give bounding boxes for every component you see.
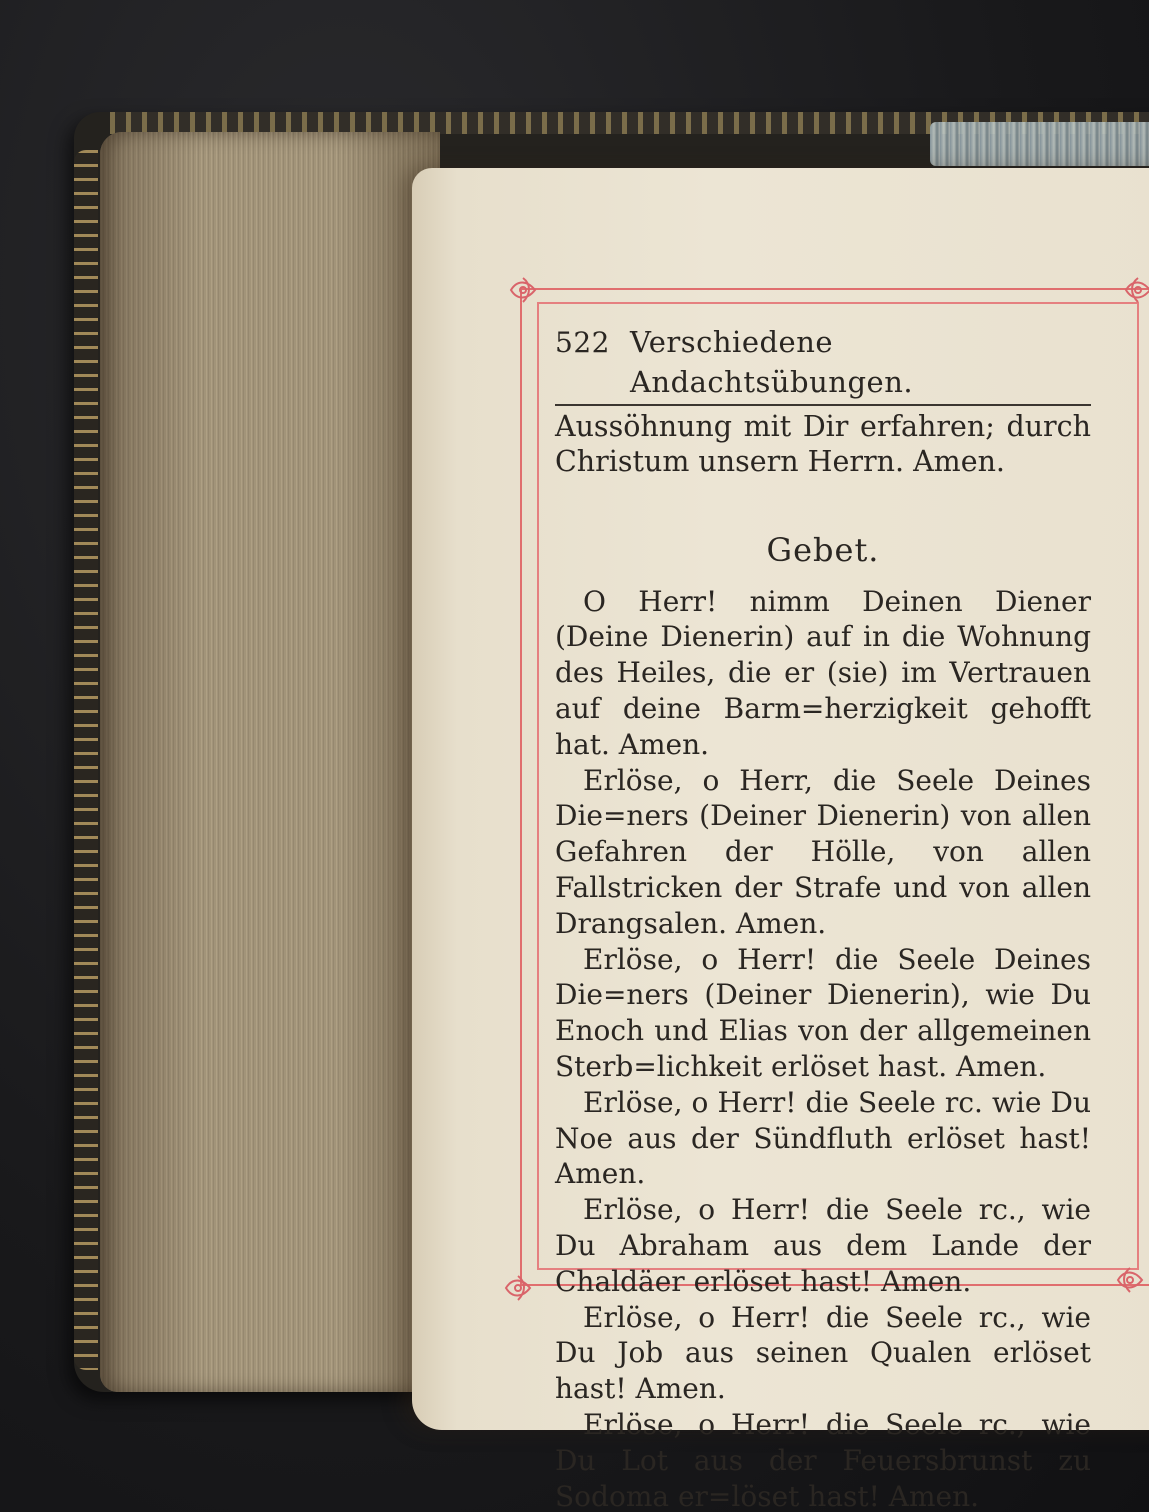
running-head-title: Verschiedene Andachtsübungen. [629, 325, 914, 399]
headband [930, 122, 1149, 166]
prayer-paragraph: Erlöse, o Herr! die Seele rc. wie Du Noe aus der Sündfluth erlöset hast! Amen. [555, 1085, 1091, 1191]
prayer-paragraph: Erlöse, o Herr! die Seele rc., wie Du Abraham aus dem Lande der Chaldäer erlöset hast! Amen. [555, 1193, 1091, 1298]
corner-ornament-icon [1120, 272, 1149, 308]
cover-spine-edge [74, 150, 98, 1370]
page-text [555, 322, 1091, 1512]
page-block-shade [100, 132, 440, 1392]
prayer-paragraph: Erlöse, o Herr! die Seele rc., wie Du Lot aus der Feuersbrunst zu Sodoma er=löset hast! Amen. [555, 1407, 1091, 1512]
prayer-paragraph: Erlöse, o Herr! die Seele Deines Die=ners (Deiner Dienerin), wie Du Enoch und Elias von der allgemeinen Sterb=lichkeit erlöset hast. Amen. [555, 942, 1091, 1083]
section-heading: Gebet. [766, 530, 880, 569]
corner-ornament-icon [1112, 1262, 1148, 1298]
continuation-text: Aussöhnung mit Dir erfahren; durch Christum unsern Herrn. Amen. [555, 410, 1091, 478]
page-number: 522 [555, 326, 610, 359]
corner-ornament-icon [500, 1270, 536, 1306]
running-head [555, 322, 1091, 406]
prayer-paragraph: Erlöse, o Herr! die Seele rc., wie Du Job aus seinen Qualen erlöset hast! Amen. [555, 1300, 1091, 1406]
prayer-paragraph: Erlöse, o Herr, die Seele Deines Die=ners (Deiner Dienerin) von allen Gefahren der Hölle, von allen Fallstricken der Strafe und von allen Drangsalen. Amen. [555, 763, 1091, 940]
prayer-paragraph: O Herr! nimm Deinen Diener (Deine Dienerin) auf in die Wohnung des Heiles, die er (sie) im Vertrauen auf deine Barm=herzigkeit gehofft hat. Amen. [555, 584, 1091, 761]
corner-ornament-icon [505, 272, 541, 308]
